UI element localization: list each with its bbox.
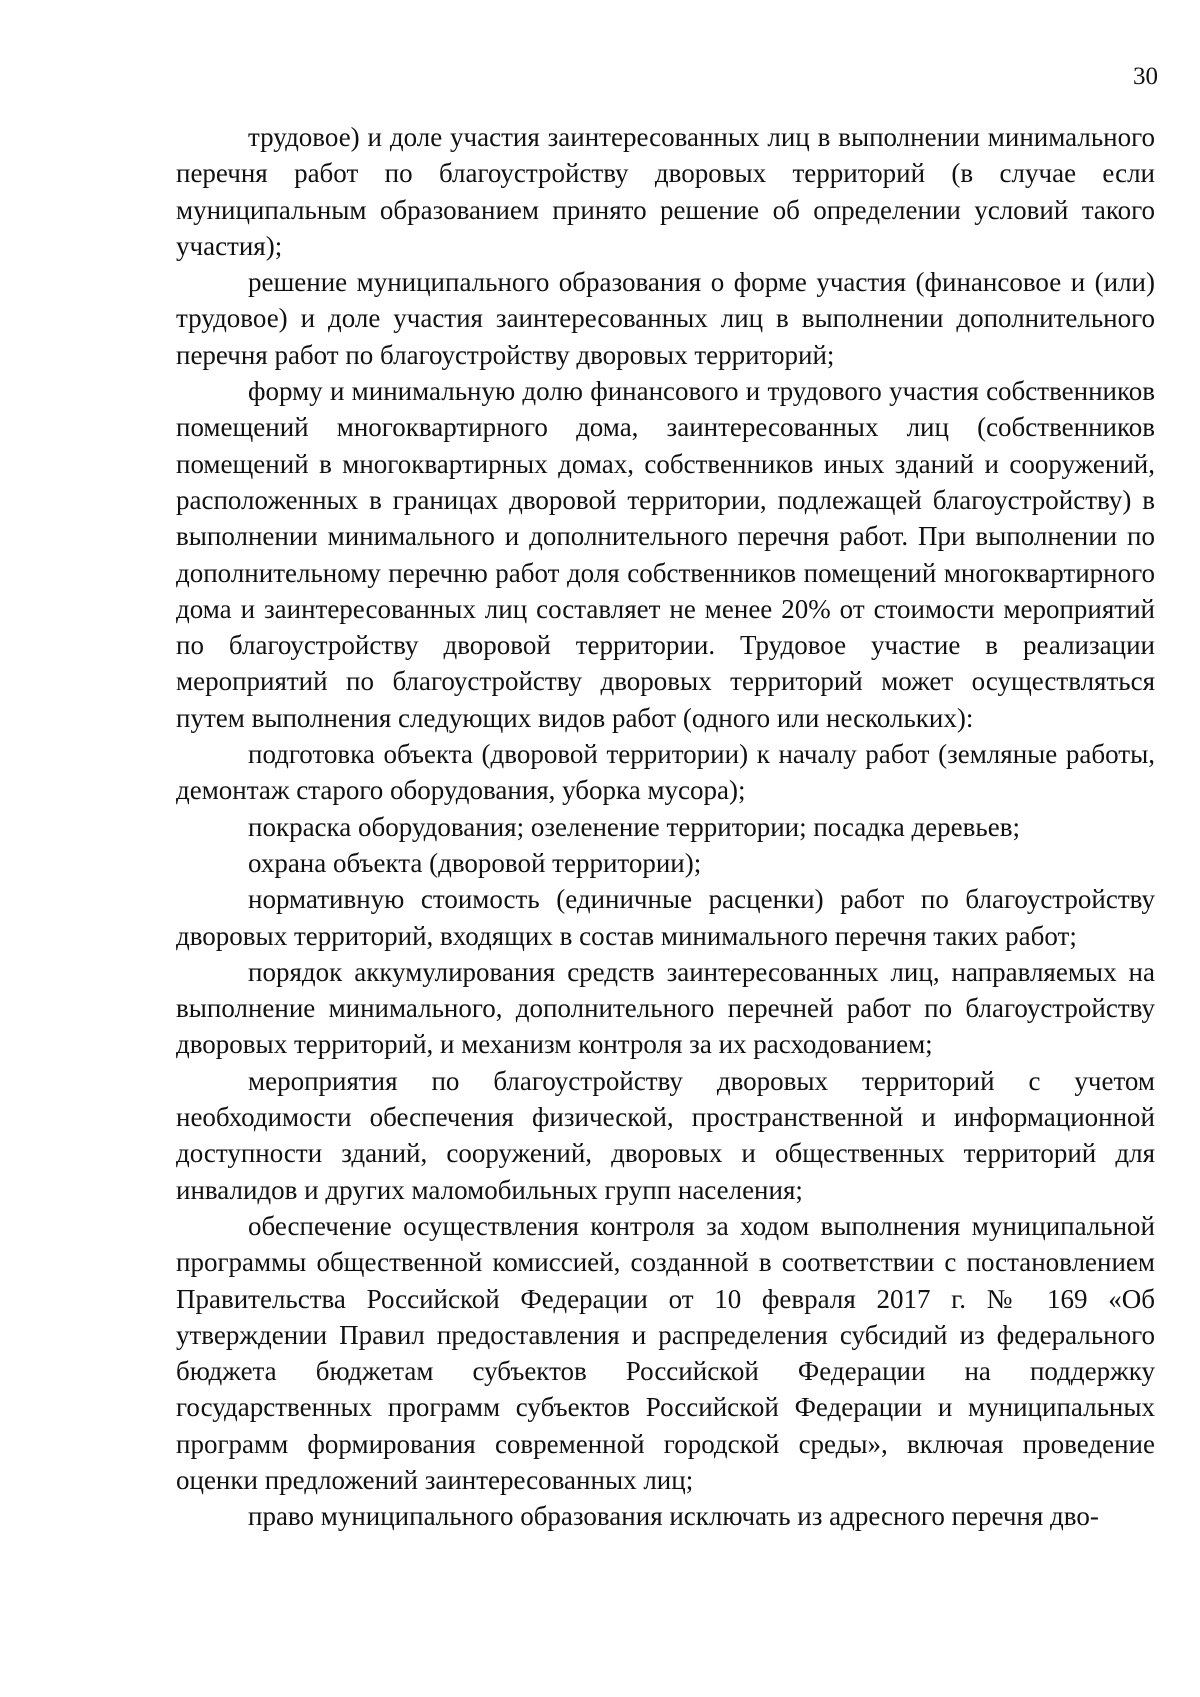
paragraph-1: трудовое) и доле участия заинтересованных лиц в выполнении минимального перечня работ по благоустройству дворовых территорий (в случае если муниципальным образованием принято решение об определении условий такого участия);: [176, 122, 1155, 261]
paragraph-7: нормативную стоимость (единичные расценки) работ по благоустройству дворовых территорий, входящих в состав минимального перечня таких работ;: [176, 884, 1155, 951]
paragraph-2: решение муниципального образования о форме участия (финансовое и (или) трудовое) и доле участия заинтересованных лиц в выполнении дополнительного перечня работ по благоустройству дворовых территорий;: [176, 267, 1155, 370]
paragraph-9: мероприятия по благоустройству дворовых территорий с учетом необходимости обеспечения физической, пространственной и информационной доступности зданий, сооружений, дворовых и общественных территорий для инвалидов и других маломобильных групп населения;: [176, 1065, 1155, 1205]
paragraph-8: порядок аккумулирования средств заинтересованных лиц, направляемых на выполнение минимального, дополнительного перечней работ по благоустройству дворовых территорий, и механизм контроля за их расходованием;: [176, 956, 1155, 1060]
paragraph-6: охрана объекта (дворовой территории);: [248, 847, 702, 878]
document-body: [176, 119, 1155, 1535]
paragraph-5: покраска оборудования; озеленение территории; посадка деревьев;: [248, 811, 1020, 842]
paragraph-3: форму и минимальную долю финансового и трудового участия собственников помещений многоквартирного дома, заинтересованных лиц (собственников помещений в многоквартирных домах, собственников иных зданий и сооружений, расположенных в границах дворовой территории, подлежащей благоустройству) в выполнении минимального и дополнительного перечня работ. При выполнении по дополнительному перечню работ доля собственников помещений многоквартирного дома и заинтересованных лиц составляет не менее 20% от стоимости мероприятий по благоустройству дворовой территории. Трудовое участие в реализации мероприятий по благоустройству дворовых территорий может осуществляться путем выполнения следующих видов работ (одного или нескольких):: [176, 376, 1155, 733]
paragraph-4: подготовка объекта (дворовой территории) к началу работ (земляные работы, демонтаж старого оборудования, уборка мусора);: [176, 739, 1155, 806]
paragraph-10: обеспечение осуществления контроля за ходом выполнения муниципальной программы общественной комиссией, созданной в соответствии с постановлением Правительства Российской Федерации от 10 февраля 2017 г. № 169 «Об утверждении Правил предоставления и распределения субсидий из федерального бюджета бюджетам субъектов Российской Федерации на поддержку государственных программ субъектов Российской Федерации и муниципальных программ формирования современной городской среды», включая проведение оценки предложений заинтересованных лиц;: [176, 1210, 1155, 1495]
page-number: 30: [1133, 63, 1158, 90]
paragraph-11: право муниципального образования исключать из адресного перечня дво-: [248, 1501, 1099, 1532]
